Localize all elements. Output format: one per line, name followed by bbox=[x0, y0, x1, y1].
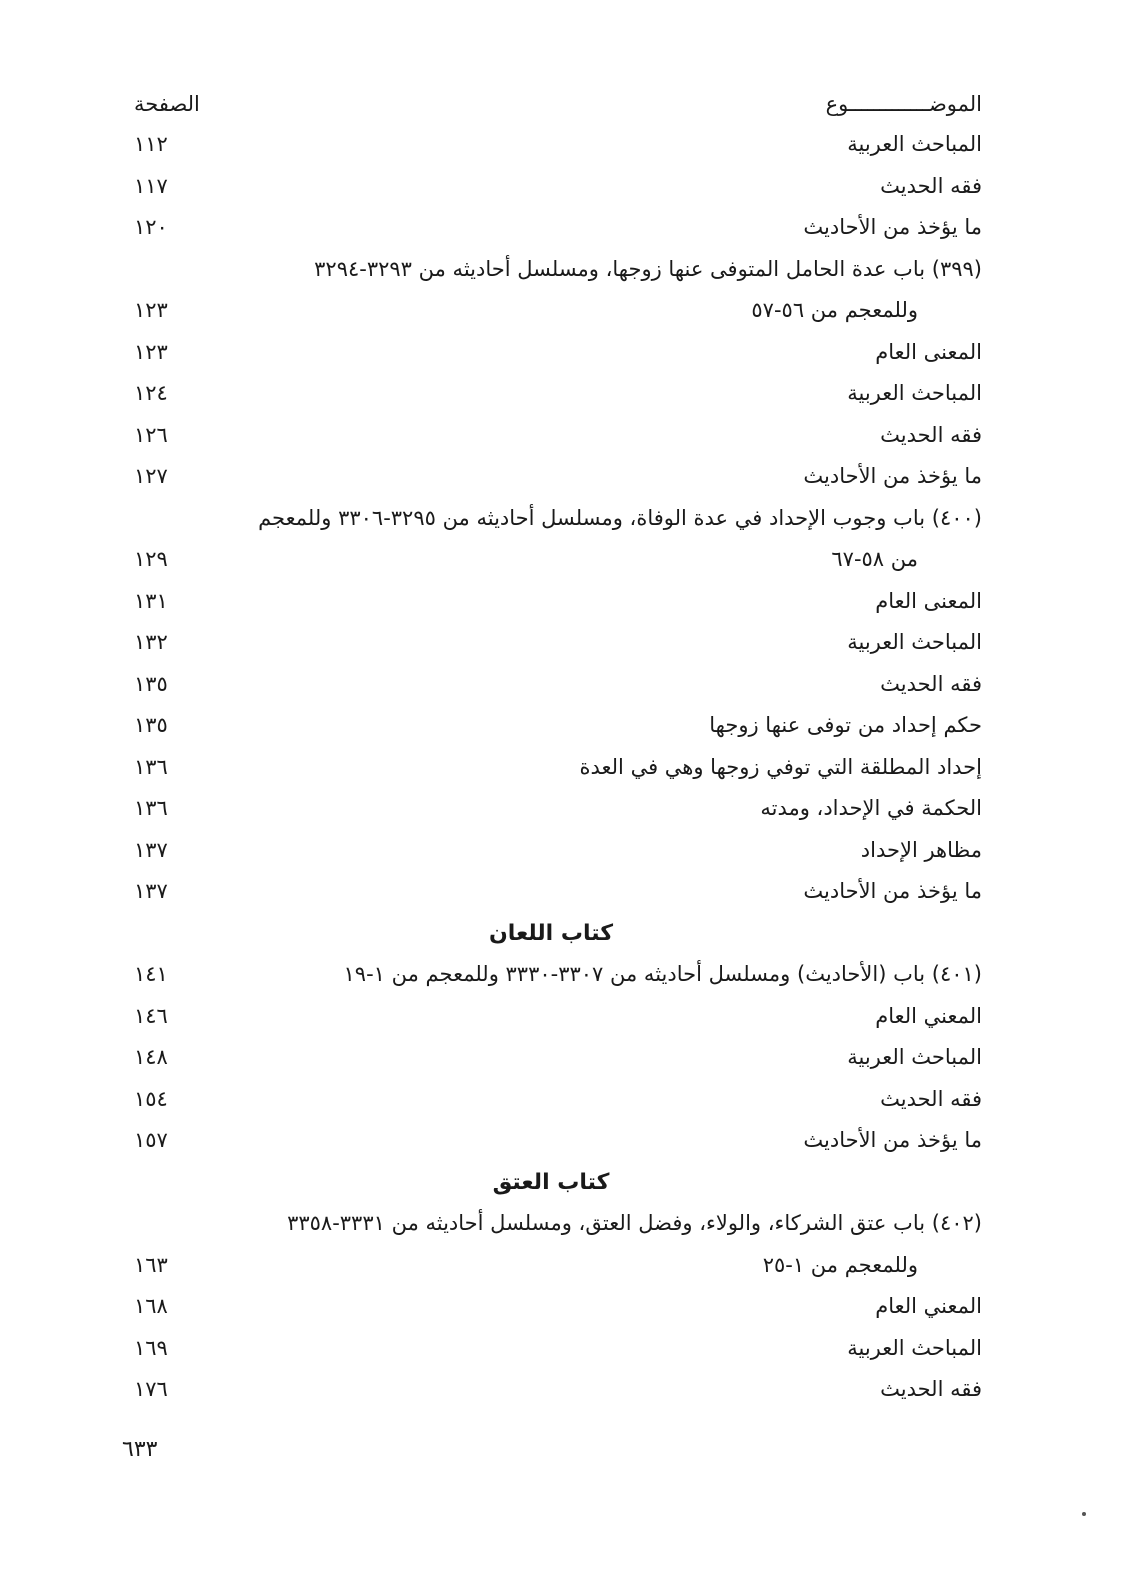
toc-entry bbox=[120, 1245, 982, 1287]
entry-page: ١٥٧ bbox=[134, 1128, 168, 1152]
toc-chapter-entry bbox=[120, 498, 982, 540]
entry-page: ١٣١ bbox=[134, 588, 168, 613]
entry-title: الحكمة في الإحداد، ومدته bbox=[760, 796, 982, 820]
entry-page: ١٣٧ bbox=[134, 837, 168, 862]
entry-title: فقه الحديث bbox=[880, 1377, 982, 1401]
toc-entry bbox=[120, 871, 982, 913]
toc-entry bbox=[120, 1079, 982, 1121]
chapter-title: (٤٠٢) باب عتق الشركاء، والولاء، وفضل العتق، ومسلسل أحاديثه من ٣٣٣١-٣٣٥٨ bbox=[287, 1211, 982, 1235]
toc-entry bbox=[120, 622, 982, 664]
toc-entry bbox=[120, 415, 982, 457]
entry-page: ١٧٦ bbox=[134, 1377, 168, 1401]
entry-title: المعنى العام bbox=[875, 588, 982, 613]
chapter-title: (٤٠٠) باب وجوب الإحداد في عدة الوفاة، ومسلسل أحاديثه من ٣٢٩٥-٣٣٠٦ وللمعجم bbox=[258, 505, 982, 530]
entry-title: المباحث العربية bbox=[847, 132, 982, 156]
entry-page: ١٢٠ bbox=[134, 215, 168, 239]
entry-title: المباحث العربية bbox=[847, 381, 982, 405]
scan-speck bbox=[1082, 1512, 1086, 1516]
chapter-title: (٣٩٩) باب عدة الحامل المتوفى عنها زوجها، ومسلسل أحاديثه من ٣٢٩٣-٣٢٩٤ bbox=[314, 256, 982, 281]
table-of-contents bbox=[120, 84, 982, 1411]
entry-page: ١٦٩ bbox=[134, 1335, 168, 1360]
entry-page: ١٥٤ bbox=[134, 1086, 168, 1111]
toc-entry bbox=[120, 830, 982, 872]
entry-title: المباحث العربية bbox=[847, 630, 982, 654]
entry-page: ١٣٦ bbox=[134, 754, 168, 779]
entry-title: من ٥٨-٦٧ bbox=[831, 547, 918, 571]
entry-title: المعني العام bbox=[875, 1003, 982, 1028]
entry-page: ١٣٥ bbox=[134, 671, 168, 696]
entry-page: ١١٢ bbox=[134, 132, 168, 156]
entry-title: المعنى العام bbox=[875, 339, 982, 364]
book-title: كتاب اللعان bbox=[488, 920, 614, 946]
entry-title: فقه الحديث bbox=[880, 173, 982, 198]
toc-header bbox=[120, 84, 982, 124]
entry-page: ١١٧ bbox=[134, 173, 168, 198]
toc-entry bbox=[120, 664, 982, 706]
toc-entry bbox=[120, 1037, 982, 1079]
chapter-title: (٤٠١) باب (الأحاديث) ومسلسل أحاديثه من ٣٣٠٧-٣٣٣٠ وللمعجم من ١-١٩ bbox=[343, 962, 982, 986]
toc-entry bbox=[120, 373, 982, 415]
entry-page: ١٦٨ bbox=[134, 1294, 168, 1318]
entry-title: ما يؤخذ من الأحاديث bbox=[803, 1128, 982, 1152]
entry-page: ١٣٥ bbox=[134, 713, 168, 737]
toc-entry bbox=[120, 1369, 982, 1411]
entry-title: المباحث العربية bbox=[847, 1045, 982, 1069]
toc-entry bbox=[120, 1328, 982, 1370]
toc-entry bbox=[120, 996, 982, 1038]
toc-entry bbox=[120, 1120, 982, 1162]
entry-title: ما يؤخذ من الأحاديث bbox=[803, 464, 982, 488]
entry-page: ١٢٩ bbox=[134, 547, 168, 571]
entry-title: فقه الحديث bbox=[880, 671, 982, 696]
entry-title: حكم إحداد من توفى عنها زوجها bbox=[709, 713, 982, 737]
entry-page: ١٣٢ bbox=[134, 630, 168, 654]
entry-page: ١٢٦ bbox=[134, 422, 168, 447]
toc-entry bbox=[120, 747, 982, 789]
toc-entry bbox=[120, 539, 982, 581]
toc-entry bbox=[120, 1286, 982, 1328]
entry-page: ١٢٣ bbox=[134, 298, 168, 322]
toc-entry bbox=[120, 207, 982, 249]
toc-chapter-entry bbox=[120, 249, 982, 291]
entry-page: ١٢٣ bbox=[134, 339, 168, 364]
entry-page: ١٢٤ bbox=[134, 381, 168, 405]
entry-page: ١٣٦ bbox=[134, 796, 168, 820]
topic-column-header: الموضـــــــــــــوع bbox=[825, 92, 982, 116]
entry-title: إحداد المطلقة التي توفي زوجها وهي في العدة bbox=[579, 754, 982, 779]
entry-title: مظاهر الإحداد bbox=[860, 837, 982, 862]
page-column-header: الصفحة bbox=[134, 92, 200, 116]
entry-title: ما يؤخذ من الأحاديث bbox=[803, 879, 982, 903]
toc-entry bbox=[120, 290, 982, 332]
entry-title: المباحث العربية bbox=[847, 1335, 982, 1360]
toc-entry bbox=[120, 705, 982, 747]
book-heading bbox=[120, 913, 982, 955]
page-number: ٦٣٣ bbox=[122, 1437, 158, 1462]
toc-chapter-entry bbox=[120, 954, 982, 996]
toc-entry bbox=[120, 332, 982, 374]
entry-page: ١٣٧ bbox=[134, 879, 168, 903]
entry-title: ما يؤخذ من الأحاديث bbox=[803, 215, 982, 239]
entry-title: وللمعجم من ٥٦-٥٧ bbox=[751, 298, 918, 322]
entry-title: المعني العام bbox=[875, 1294, 982, 1318]
entry-title: فقه الحديث bbox=[880, 1086, 982, 1111]
entry-page: ١٤٨ bbox=[134, 1045, 168, 1069]
entry-page: ١٦٣ bbox=[134, 1252, 168, 1277]
entry-page: ١٢٧ bbox=[134, 464, 168, 488]
entry-page: ١٤٦ bbox=[134, 1003, 168, 1028]
entry-title: وللمعجم من ١-٢٥ bbox=[762, 1252, 918, 1277]
toc-entry bbox=[120, 166, 982, 208]
toc-entry bbox=[120, 456, 982, 498]
entry-page: ١٤١ bbox=[134, 962, 168, 986]
toc-chapter-entry bbox=[120, 1203, 982, 1245]
toc-entry bbox=[120, 581, 982, 623]
toc-entry bbox=[120, 788, 982, 830]
toc-entry bbox=[120, 124, 982, 166]
book-title: كتاب العتق bbox=[492, 1169, 610, 1195]
entry-title: فقه الحديث bbox=[880, 422, 982, 447]
book-heading bbox=[120, 1162, 982, 1204]
